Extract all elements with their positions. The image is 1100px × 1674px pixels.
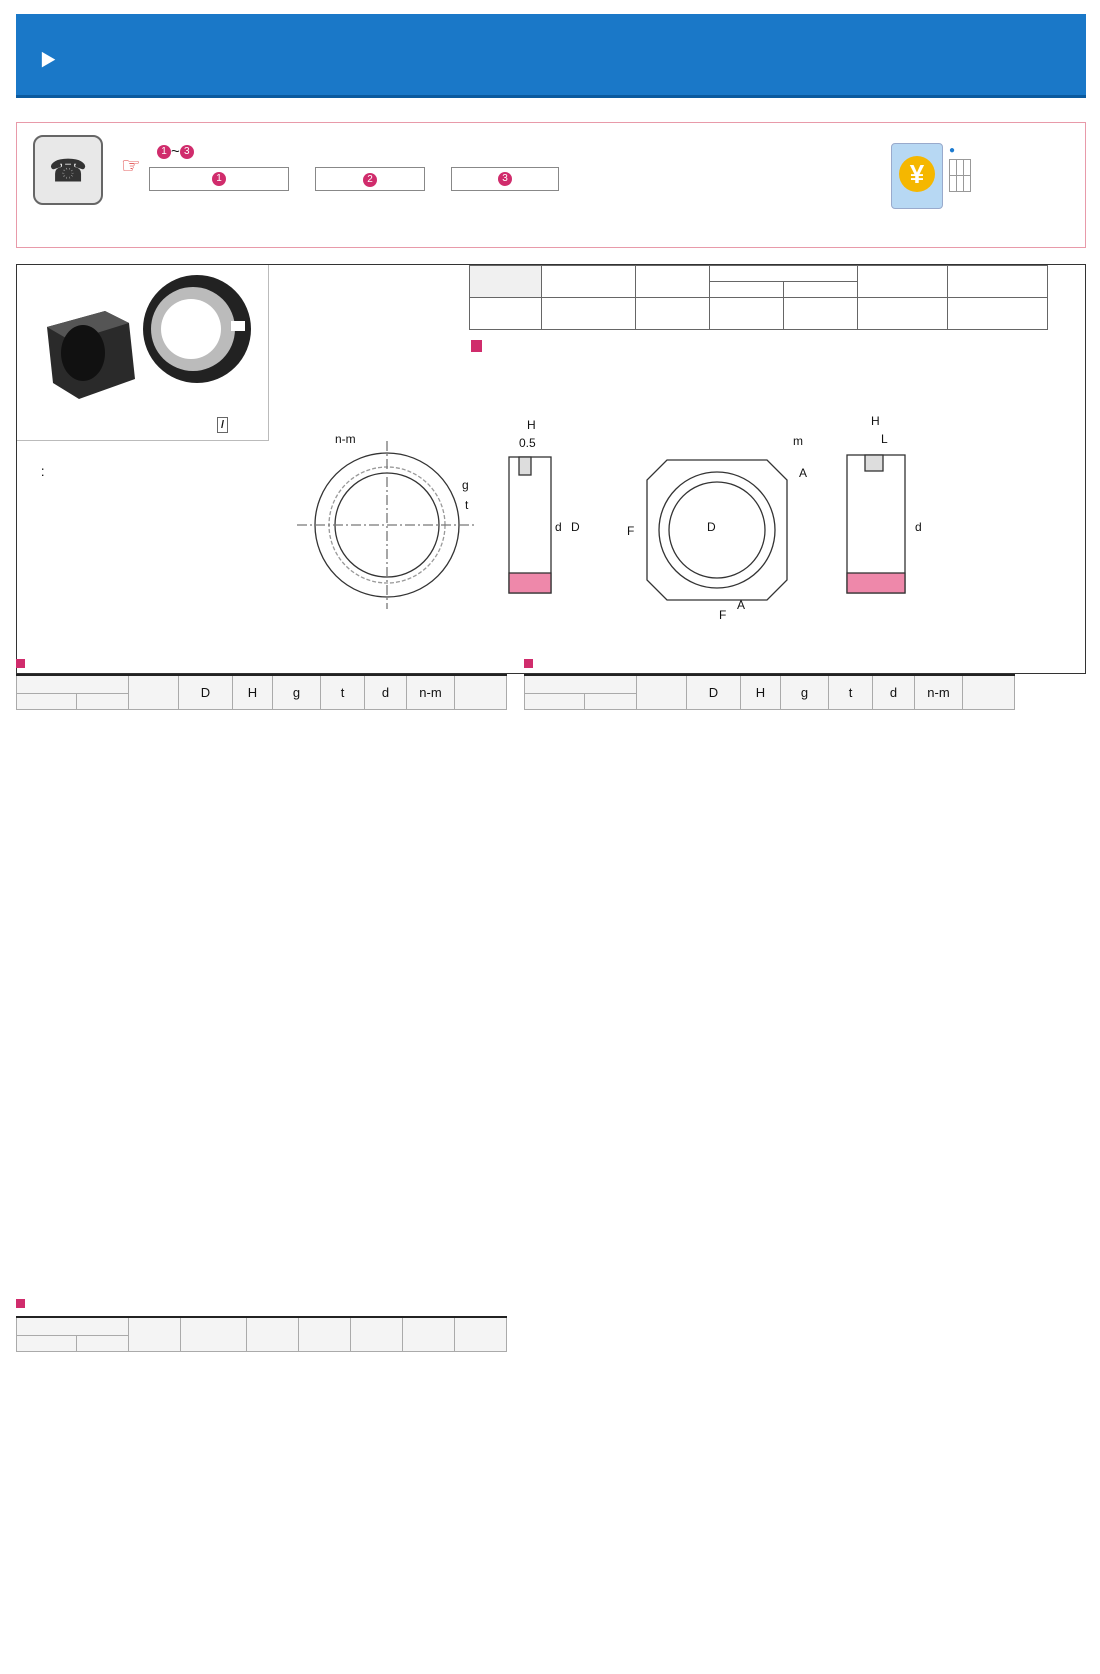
mh-heat [858, 266, 948, 298]
product-photo [17, 265, 269, 441]
svg-text:F: F [627, 524, 635, 538]
th-nominal [77, 693, 129, 709]
features [469, 337, 1079, 338]
th-torque [455, 675, 507, 709]
th-nm: n-m [915, 675, 963, 709]
th-code [525, 693, 585, 709]
th-F [455, 1317, 507, 1351]
mh-shape [636, 266, 710, 298]
pointing-hand-icon: ☞ [121, 153, 141, 178]
tolerance-info: : [33, 463, 53, 479]
square-title [16, 1296, 29, 1311]
mh-code [470, 266, 542, 298]
mat-equiv [784, 298, 858, 330]
th-g: g [273, 675, 321, 709]
th-g: g [781, 675, 829, 709]
th-pitch [129, 675, 179, 709]
qty2 [964, 160, 971, 176]
discount-title: ● [949, 145, 956, 156]
mh-bm [710, 266, 858, 282]
svg-text:L: L [881, 432, 888, 446]
svg-text:0.5: 0.5 [519, 436, 536, 450]
circular-title-2 [524, 656, 537, 671]
model-code-box: 1 [149, 167, 289, 191]
svg-text:A: A [737, 598, 746, 612]
th-D: D [687, 675, 741, 709]
discount-panel [891, 143, 1077, 235]
svg-text:n-m: n-m [335, 432, 356, 446]
svg-text:d: d [555, 520, 562, 534]
spec-panel [16, 264, 1086, 674]
svg-text:d: d [915, 520, 922, 534]
svg-text:F: F [719, 608, 727, 622]
mat-type [542, 298, 636, 330]
order-instruction: 1 ~ 3 [157, 143, 194, 160]
phone-24-icon: ☎ [33, 135, 103, 205]
th-d [299, 1317, 351, 1351]
th-model [525, 675, 637, 693]
qty-label [950, 160, 957, 176]
nut-photo-icon [17, 265, 269, 441]
price1 [957, 176, 964, 192]
mat-codes [470, 298, 542, 330]
th-nm: n-m [407, 675, 455, 709]
mat-intl [710, 298, 784, 330]
th-L [403, 1317, 455, 1351]
circular-title-1 [16, 656, 29, 671]
svg-text:D: D [707, 520, 716, 534]
svg-text:D: D [571, 520, 580, 534]
mh-equiv [784, 282, 858, 298]
svg-text:H: H [871, 414, 880, 428]
th-t: t [829, 675, 873, 709]
mat-surface [948, 298, 1048, 330]
svg-text:H: H [527, 418, 536, 432]
price2 [964, 176, 971, 192]
discount-table [949, 159, 971, 192]
svg-text:g: g [462, 478, 469, 492]
material-table [469, 265, 1048, 330]
qty1 [957, 160, 964, 176]
th-m [181, 1317, 247, 1351]
th-model [17, 1317, 129, 1335]
mh-intl [710, 282, 784, 298]
ordering-panel [16, 122, 1086, 248]
nominal-size-box: 2 [315, 167, 425, 191]
technical-drawing [287, 405, 1067, 665]
mat-heat [858, 298, 948, 330]
th-t: t [321, 675, 365, 709]
th-torque [963, 675, 1015, 709]
svg-text:A: A [799, 466, 808, 480]
circular-table-2 [524, 674, 1015, 710]
th-H: H [233, 675, 273, 709]
th-model [17, 675, 129, 693]
th-nominal [77, 1335, 129, 1351]
page-header [16, 14, 1086, 98]
th-H [351, 1317, 403, 1351]
cad-badge[interactable]: / [217, 417, 228, 433]
page-title: ► [37, 43, 59, 73]
svg-text:m: m [793, 434, 803, 448]
circular-table-1 [16, 674, 507, 710]
mh-type [542, 266, 636, 298]
mh-surface [948, 266, 1048, 298]
th-code [17, 693, 77, 709]
th-pitch [129, 1317, 181, 1351]
th-H: H [741, 675, 781, 709]
th-nominal [585, 693, 637, 709]
th-d: d [873, 675, 915, 709]
price-label [950, 176, 957, 192]
square-table [16, 1316, 507, 1352]
th-d: d [365, 675, 407, 709]
mat-shape [636, 298, 710, 330]
th-pitch [637, 675, 687, 709]
thread-pitch-box: 3 [451, 167, 559, 191]
th-D: D [179, 675, 233, 709]
yen-icon: ¥ [891, 143, 943, 209]
svg-text:t: t [465, 498, 469, 512]
th-code [17, 1335, 77, 1351]
th-D [247, 1317, 299, 1351]
